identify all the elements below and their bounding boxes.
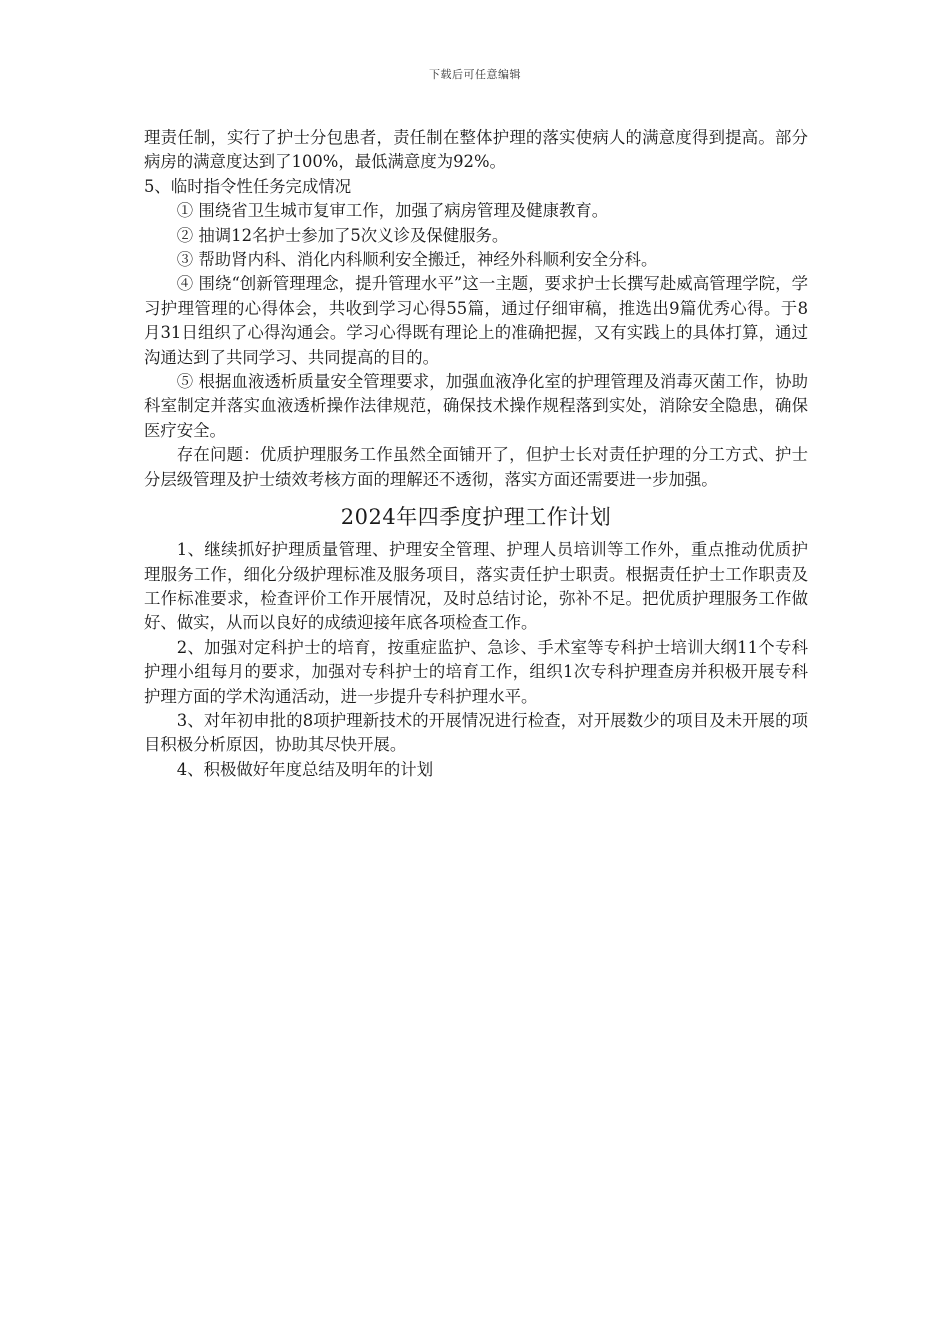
section-plan (144, 538, 808, 782)
list-item: ⑤ 根据血液透析质量安全管理要求，加强血液净化室的护理管理及消毒灭菌工作，协助科室制定并落实血液透析操作法律规范，确保技术操作规程落到实处，消除安全隐患，确保医疗安全。 (144, 372, 808, 440)
plan-item: 2、加强对定科护士的培育，按重症监护、急诊、手术室等专科护士培训大纲11个专科护理小组每月的要求，加强对专科护士的培育工作，组织1次专科护理查房并积极开展专科护理方面的学术沟通活动，进一步提升专科护理水平。 (144, 637, 808, 706)
plan-item: 3、对年初申批的8项护理新技术的开展情况进行检查，对开展数少的项目及未开展的项目积极分析原因，协助其尽快开展。 (144, 710, 808, 755)
list-item: ③ 帮助肾内科、消化内科顺利安全搬迁，神经外科顺利安全分科。 (176, 250, 658, 270)
list-item: ① 围绕省卫生城市复审工作，加强了病房管理及健康教育。 (176, 201, 609, 221)
section-title: 2024年四季度护理工作计划 (340, 505, 612, 530)
paragraph: 存在问题：优质护理服务工作虽然全面铺开了，但护士长对责任护理的分工方式、护士分层级管理及护士绩效考核方面的理解还不透彻，落实方面还需要进一步加强。 (144, 445, 808, 489)
document-body (144, 126, 808, 782)
page-header: 下载后可任意编辑 (429, 68, 521, 81)
plan-item: 1、继续抓好护理质量管理、护理安全管理、护理人员培训等工作外，重点推动优质护理服务工作，细化分级护理标准及服务项目，落实责任护士职责。根据责任护士工作职责及工作标准要求，检查评价工作开展情况，及时总结讨论，弥补不足。把优质护理服务工作做好、做实，从而以良好的成绩迎接年底各项检查工作。 (144, 540, 808, 633)
list-item: ④ 围绕“创新管理理念，提升管理水平”这一主题，要求护士长撰写赴威高管理学院，学习护理管理的心得体会，共收到学习心得55篇，通过仔细审稿，推选出9篇优秀心得。于8月31日组织了心得沟通会。学习心得既有理论上的准确把握，又有实践上的具体打算，通过沟通达到了共同学习、共同提高的目的。 (144, 274, 808, 367)
list-item: ② 抽调12名护士参加了5次义诊及保健服务。 (176, 225, 509, 245)
paragraph: 5、临时指令性任务完成情况 (144, 176, 352, 196)
section-summary (144, 126, 808, 492)
plan-item: 4、积极做好年度总结及明年的计划 (176, 759, 434, 779)
paragraph: 理责任制，实行了护士分包患者，责任制在整体护理的落实使病人的满意度得到提高。部分病房的满意度达到了100%，最低满意度为92%。 (144, 128, 808, 172)
